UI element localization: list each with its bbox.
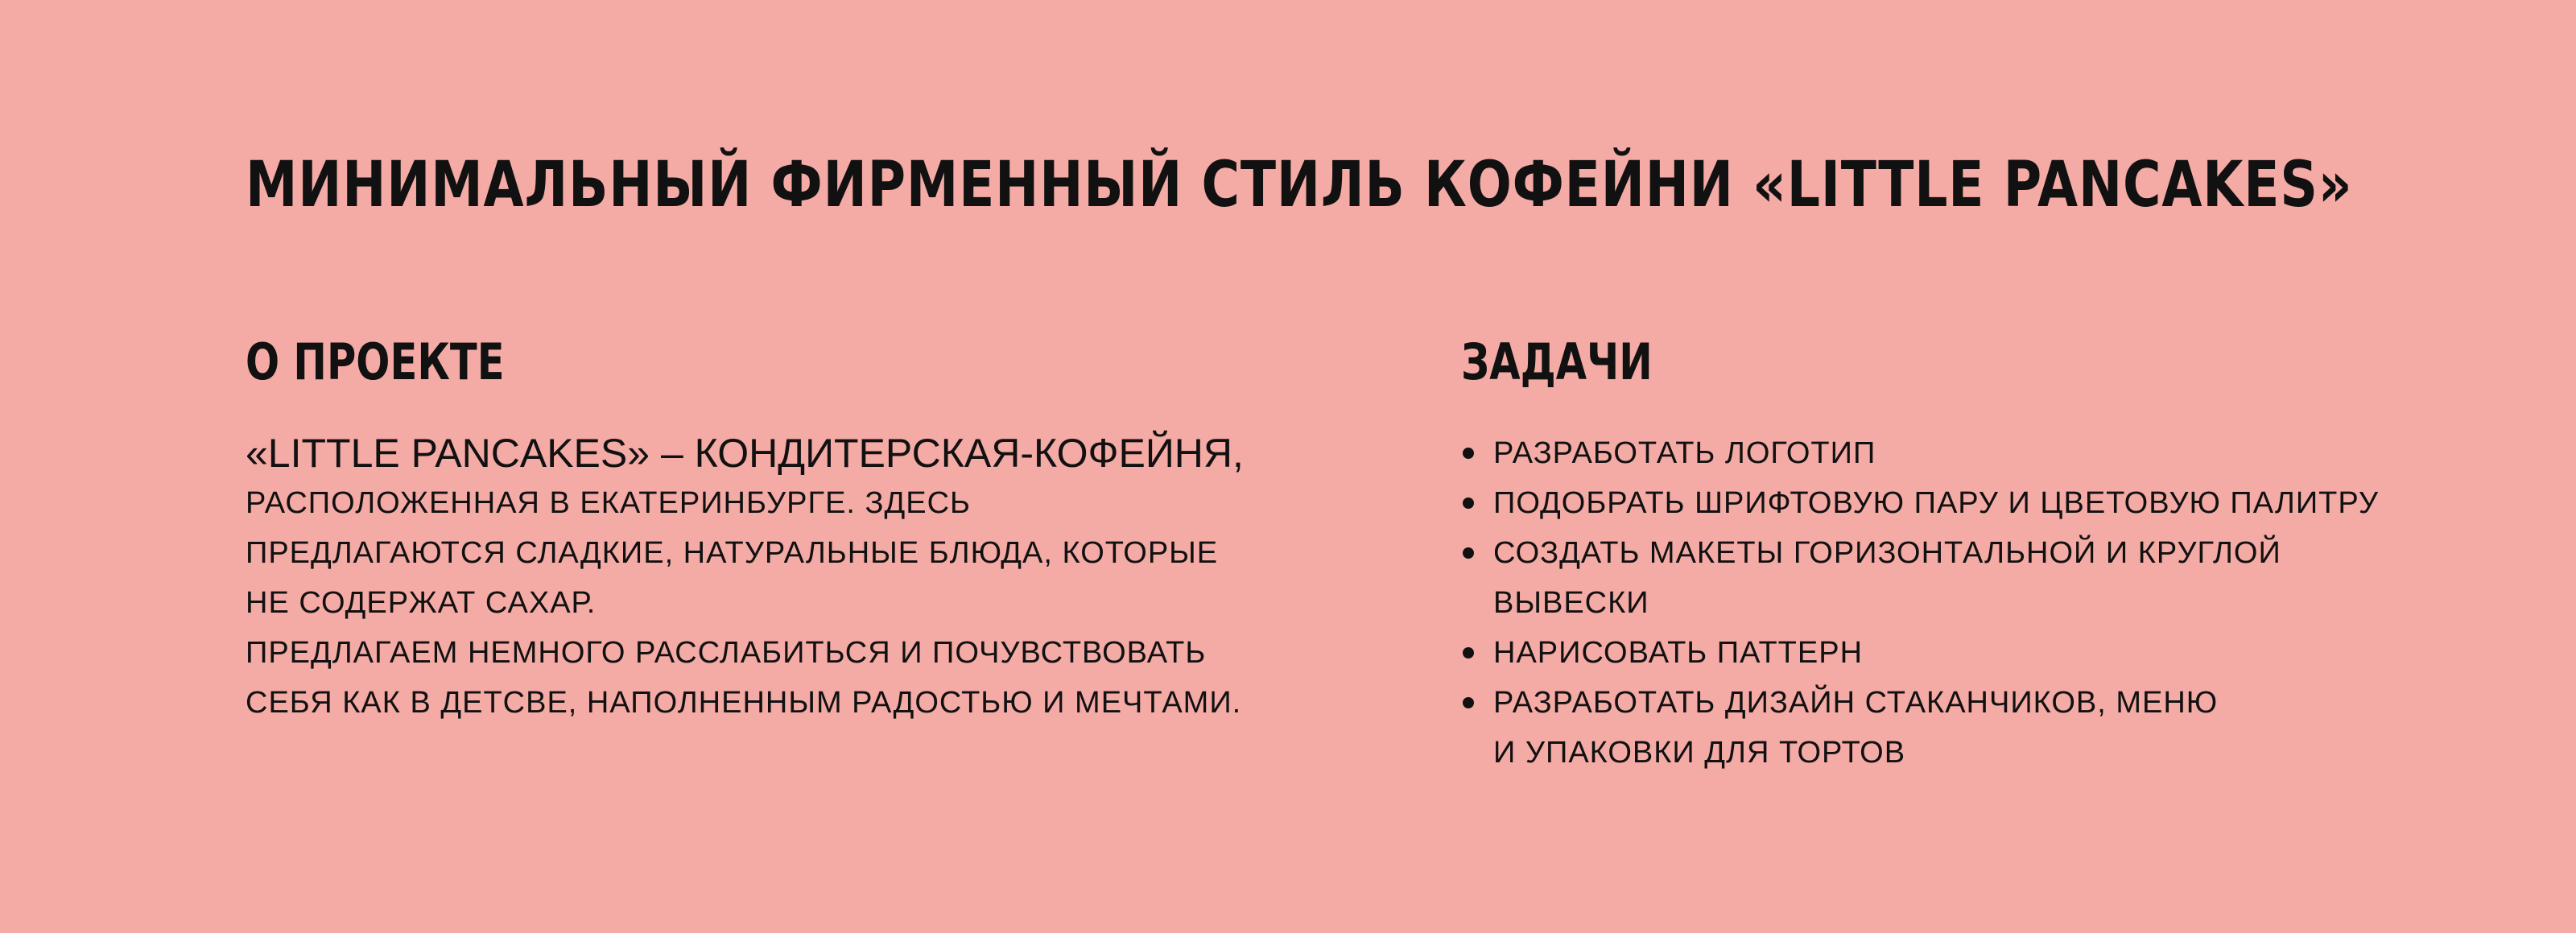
tasks-heading: ЗАДАЧИ — [1461, 332, 1653, 391]
about-section — [246, 322, 1308, 728]
task-line: И УПАКОВКИ ДЛЯ ТОРТОВ — [1493, 736, 1906, 770]
bullet-icon — [1463, 448, 1474, 459]
task-line: ВЫВЕСКИ — [1493, 586, 1649, 620]
task-item — [1461, 428, 2427, 478]
task-item — [1461, 478, 2427, 528]
about-line: ПРЕДЛАГАЮТСЯ СЛАДКИЕ, НАТУРАЛЬНЫЕ БЛЮДА, КОТОРЫЕ — [246, 536, 1219, 570]
about-line: РАСПОЛОЖЕННАЯ В ЕКАТЕРИНБУРГЕ. ЗДЕСЬ — [246, 486, 971, 520]
task-line: СОЗДАТЬ МАКЕТЫ ГОРИЗОНТАЛЬНОЙ И КРУГЛОЙ — [1493, 536, 2281, 570]
bullet-icon — [1463, 647, 1474, 658]
about-line: СЕБЯ КАК В ДЕТСВЕ, НАПОЛНЕННЫМ РАДОСТЬЮ И МЕЧТАМИ. — [246, 686, 1242, 720]
task-line: РАЗРАБОТАТЬ ЛОГОТИП — [1493, 436, 1876, 470]
bullet-icon — [1463, 547, 1474, 559]
task-line: РАЗРАБОТАТЬ ДИЗАЙН СТАКАНЧИКОВ, МЕНЮ — [1493, 686, 2219, 720]
page-title: МИНИМАЛЬНЫЙ ФИРМЕННЫЙ СТИЛЬ КОФЕЙНИ «LITTLE PANCAKES» — [246, 149, 2353, 221]
about-heading: О ПРОЕКТЕ — [246, 332, 505, 391]
task-line: ПОДОБРАТЬ ШРИФТОВУЮ ПАРУ И ЦВЕТОВУЮ ПАЛИТРУ — [1493, 486, 2380, 520]
task-list — [1461, 428, 2427, 778]
about-line: ПРЕДЛАГАЕМ НЕМНОГО РАССЛАБИТЬСЯ И ПОЧУВСТВОВАТЬ — [246, 636, 1207, 670]
task-item — [1461, 528, 2427, 628]
task-line: НАРИСОВАТЬ ПАТТЕРН — [1493, 636, 1864, 670]
bullet-icon — [1463, 497, 1474, 509]
about-description — [246, 428, 1308, 728]
about-line: НЕ СОДЕРЖАТ САХАР. — [246, 586, 597, 620]
bullet-icon — [1463, 697, 1474, 708]
about-line: «LITTLE PANCAKES» – КОНДИТЕРСКАЯ-КОФЕЙНЯ, — [246, 431, 1244, 476]
task-item — [1461, 628, 2427, 678]
task-item — [1461, 678, 2427, 778]
tasks-section — [1461, 322, 2427, 778]
